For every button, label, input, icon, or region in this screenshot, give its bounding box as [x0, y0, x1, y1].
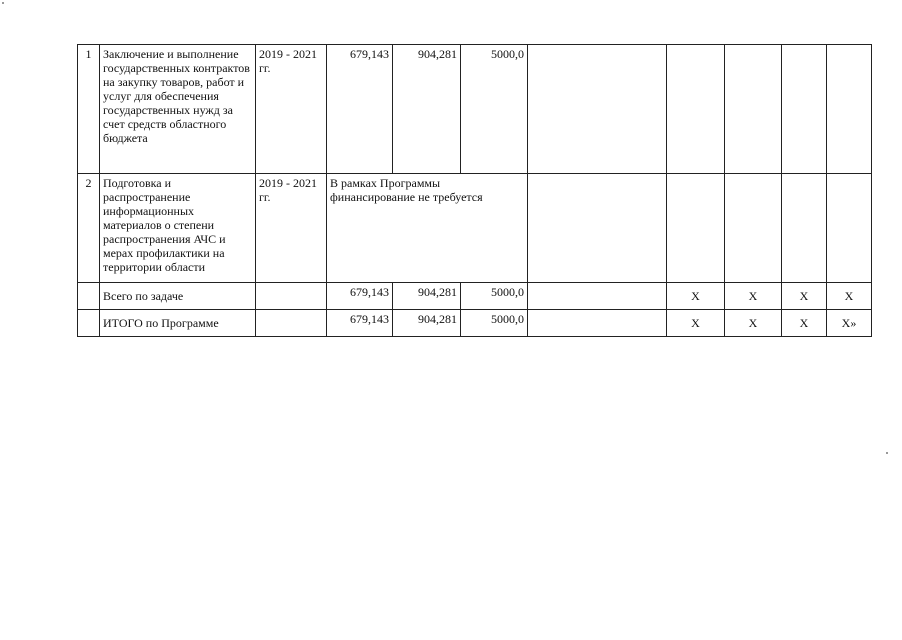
scan-speck: [2, 2, 4, 4]
measure-name: Заключение и выполнение государственных контрактов на закупку товаров, работ и услуг для обеспечения государственных нужд за счет средств областного бюджета: [100, 45, 256, 174]
x-mark: X: [725, 283, 782, 310]
value-2020: 904,281: [393, 283, 461, 310]
empty-cell: [725, 45, 782, 174]
value-2019: 679,143: [327, 310, 393, 337]
scan-speck: [886, 452, 888, 454]
table-row-total-program: [78, 310, 872, 337]
row-number: 1: [78, 45, 100, 174]
table-row: [78, 45, 872, 174]
total-label: ИТОГО по Программе: [100, 310, 256, 337]
value-2021: 5000,0: [461, 45, 528, 174]
x-mark: X: [725, 310, 782, 337]
value-2019: 679,143: [327, 45, 393, 174]
x-mark: X»: [827, 310, 872, 337]
value-2021: 5000,0: [461, 310, 528, 337]
measure-name: Подготовка и распространение информационных материалов о степени распространения АЧС и мерах профилактики на территории области: [100, 174, 256, 283]
empty-cell: [528, 45, 667, 174]
empty-cell: [827, 45, 872, 174]
x-mark: X: [667, 310, 725, 337]
empty-cell: [528, 174, 667, 283]
x-mark: X: [667, 283, 725, 310]
empty-cell: [782, 45, 827, 174]
x-mark: X: [782, 310, 827, 337]
x-mark: X: [782, 283, 827, 310]
empty-cell: [78, 283, 100, 310]
table-row-total-task: [78, 283, 872, 310]
x-mark: X: [827, 283, 872, 310]
empty-cell: [256, 283, 327, 310]
row-number: 2: [78, 174, 100, 283]
program-table: [77, 44, 872, 337]
table-row: [78, 174, 872, 283]
funding-note: В рамках Программы финансирование не требуется: [327, 174, 528, 283]
empty-cell: [528, 283, 667, 310]
total-label: Всего по задаче: [100, 283, 256, 310]
empty-cell: [667, 45, 725, 174]
empty-cell: [782, 174, 827, 283]
empty-cell: [827, 174, 872, 283]
empty-cell: [256, 310, 327, 337]
empty-cell: [725, 174, 782, 283]
value-2020: 904,281: [393, 310, 461, 337]
period-cell: 2019 - 2021 гг.: [256, 45, 327, 174]
empty-cell: [78, 310, 100, 337]
value-2020: 904,281: [393, 45, 461, 174]
period-cell: 2019 - 2021 гг.: [256, 174, 327, 283]
value-2019: 679,143: [327, 283, 393, 310]
empty-cell: [528, 310, 667, 337]
value-2021: 5000,0: [461, 283, 528, 310]
empty-cell: [667, 174, 725, 283]
